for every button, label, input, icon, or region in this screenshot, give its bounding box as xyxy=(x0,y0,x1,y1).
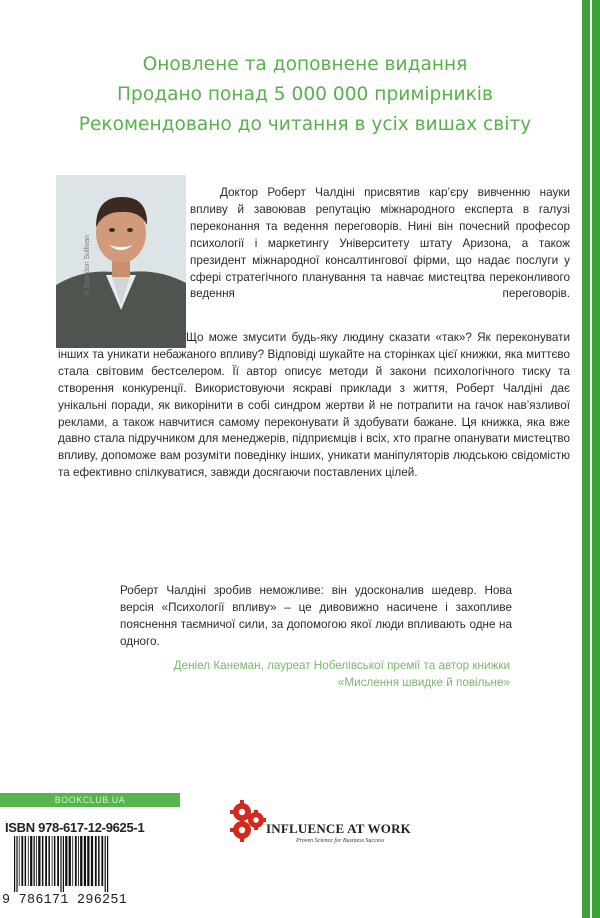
barcode-bar xyxy=(95,836,97,886)
barcode-bar xyxy=(57,836,59,886)
quote-attribution xyxy=(170,657,510,691)
barcode-bar xyxy=(98,836,100,886)
barcode-bar xyxy=(54,836,56,886)
barcode-bar xyxy=(107,836,108,892)
barcode-bar xyxy=(75,836,77,886)
barcode-bar xyxy=(63,836,64,892)
author-bio: Доктор Роберт Чалдіні присвятив кар’єру вивченню науки впливу й завоював репутацію міжнародного експерта в галузі переконання та ведення переговорів. Нині він почесний професор психології і маркетингу Університету штату Аризона, а також президент міжнародної консалтингової фірми, що надає послуги у сфері стратегічного планування та навчає мистецтва переконливого ведення переговорів. xyxy=(190,186,570,301)
spine-divider xyxy=(590,0,592,918)
barcode-bar xyxy=(60,836,61,892)
barcode-bar xyxy=(78,836,79,886)
barcode-bar xyxy=(45,836,47,886)
photo-credit: © Brandon Sullivan xyxy=(84,234,91,296)
barcode-bar xyxy=(21,836,23,886)
headline-copies-sold: Продано понад 5 000 000 примірників xyxy=(117,84,493,105)
influence-at-work-logo: INFLUENCE AT WORK xyxy=(266,821,411,836)
barcode-digits: 9 786171 296251 xyxy=(2,893,128,908)
quote-author-line-1: Деніел Канеман, лауреат Нобелівської премії та автор книжки xyxy=(173,659,510,672)
barcode-bar xyxy=(36,836,37,886)
barcode-bar xyxy=(72,836,73,886)
barcode-bar xyxy=(87,836,89,886)
barcode-bar xyxy=(69,836,71,886)
barcode-bar xyxy=(80,836,82,886)
logo-tagline: Proven Science for Business Success xyxy=(296,838,385,844)
barcode-bar xyxy=(48,836,50,886)
barcode-bar xyxy=(30,836,32,886)
barcode-bar xyxy=(105,836,106,892)
isbn-label: ISBN 978-617-12-9625-1 xyxy=(5,820,145,835)
barcode-bar xyxy=(28,836,29,886)
barcode-bar xyxy=(14,836,15,892)
barcode-bar xyxy=(34,836,35,886)
barcode-bar xyxy=(65,836,67,886)
barcode-bar xyxy=(16,836,17,892)
barcode-bar xyxy=(38,836,40,886)
barcode-bar xyxy=(42,836,44,886)
author-portrait-illustration xyxy=(56,175,186,348)
headlines xyxy=(40,50,570,140)
review-quote: Роберт Чалдіні зробив неможливе: він удосконалив шедевр. Нова версія «Психології впливу» – це дивовижно насичене і захопливе пояснення таємничої сили, за допомогою якої люди впливають одне на одного. xyxy=(120,584,512,648)
book-description: Що може змусити будь-яку людину сказати «так»? Як переконувати інших та уникати небажаного впливу? Відповіді шукайте на сторінках цієї книжки, яка миттєво стала світовим бестселером. Її автор описує методи й закони психологічного тиску та створення конкуренції. Використовуючи яскраві приклади з життя, Роберт Чалдіні дає унікальні поради, як викорінити в собі синдром жертви й не потрапити на гачок нав’язливої реклами, а також навчитися самому переконувати й здобувати бажане. Ця книжка, яка вже давно стала підручником для менеджерів, підприємців і всіх, хто прагне опанувати мистецтво впливу, допоможе вам розуміти поведінку інших, уникати маніпуляторів людською свідомістю та ефективно спілкуватися, завжди досягаючи поставлених цілей. xyxy=(58,331,570,480)
barcode-bar xyxy=(52,836,53,886)
barcode-bar xyxy=(84,836,86,886)
barcode-bar xyxy=(101,836,103,886)
quote-author-line-2: «Мислення швидке й повільне» xyxy=(337,676,510,689)
headline-recommended: Рекомендовано до читання в усіх вишах світу xyxy=(78,114,532,135)
publisher-site-band: BOOKCLUB.UA xyxy=(0,793,180,807)
barcode-bar xyxy=(91,836,93,886)
headline-updated-edition: Оновлене та доповнене видання xyxy=(142,54,468,75)
barcode-bar xyxy=(19,836,20,886)
author-photo xyxy=(56,175,186,348)
barcode xyxy=(12,836,174,892)
barcode-bar xyxy=(25,836,27,886)
influence-gears-icon xyxy=(228,798,268,842)
